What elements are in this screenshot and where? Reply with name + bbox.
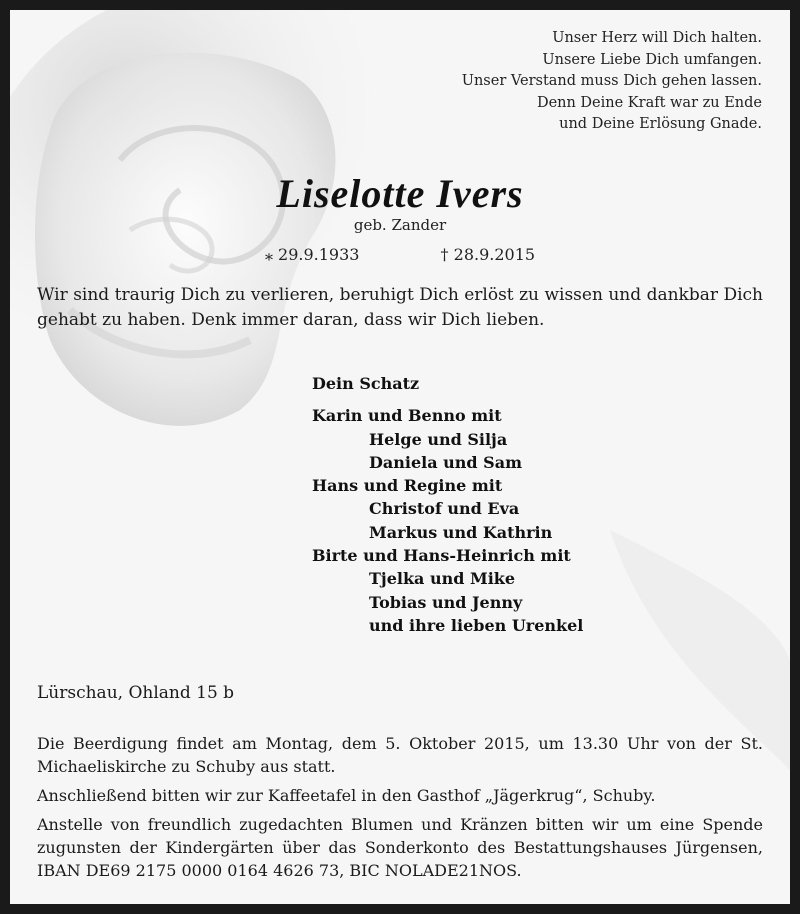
poem-verse bbox=[462, 28, 762, 136]
family-children: und ihre lieben Urenkel bbox=[369, 615, 584, 635]
address: Lürschau, Ohland 15 b bbox=[37, 683, 235, 703]
intro-text: Wir sind traurig Dich zu verlieren, beruhigt Dich erlöst zu wissen und dankbar Dich gehabt zu haben. Denk immer daran, dass wir Dich lieben. bbox=[37, 285, 763, 330]
family-parents: Birte und Hans-Heinrich mit bbox=[312, 546, 571, 566]
funeral-details bbox=[37, 732, 763, 888]
family-children: Markus und Kathrin bbox=[369, 522, 553, 542]
poem-line: Denn Deine Kraft war zu Ende bbox=[536, 94, 762, 111]
family-children: Tobias und Jenny bbox=[369, 592, 523, 612]
deceased-name: Liselotte Ivers bbox=[276, 171, 524, 216]
poem-line: Unser Herz will Dich halten. bbox=[552, 30, 762, 46]
family-children: Christof und Eva bbox=[369, 499, 520, 519]
poem-line: und Deine Erlösung Gnade. bbox=[559, 116, 762, 132]
mourners-list bbox=[312, 372, 583, 637]
reception-text: Anschließend bitten wir zur Kaffeetafel in den Gasthof „Jägerkrug“, Schuby. bbox=[37, 786, 656, 805]
birth-date: ⁎ 29.9.1933 bbox=[264, 245, 360, 264]
poem-line: Unsere Liebe Dich umfangen. bbox=[542, 51, 762, 68]
funeral-service-text: Die Beerdigung findet am Montag, dem 5. Oktober 2015, um 13.30 Uhr von der St. Michaeliskirche zu Schuby aus statt. bbox=[37, 734, 763, 776]
family-parents: Karin und Benno mit bbox=[312, 406, 502, 426]
family-children: Helge und Silja bbox=[369, 429, 508, 449]
birth-name: geb. Zander bbox=[353, 216, 447, 234]
poem-line: Unser Verstand muss Dich gehen lassen. bbox=[461, 73, 762, 89]
family-parents: Hans und Regine mit bbox=[312, 476, 503, 496]
donation-text: Anstelle von freundlich zugedachten Blumen und Kränzen bitten wir um eine Spende zugunsten der Kindergärten über das Sonderkonto des Bestattungshauses Jürgensen, IBAN DE69 2175 0000 0164 4626 73, BIC NOLADE21NOS. bbox=[37, 815, 763, 880]
family-children: Daniela und Sam bbox=[369, 452, 523, 472]
mourners-heading: Dein Schatz bbox=[312, 374, 420, 393]
life-dates bbox=[10, 245, 790, 264]
death-date: † 28.9.2015 bbox=[440, 245, 536, 264]
family-children: Tjelka und Mike bbox=[369, 569, 516, 589]
obituary-notice bbox=[10, 10, 790, 904]
